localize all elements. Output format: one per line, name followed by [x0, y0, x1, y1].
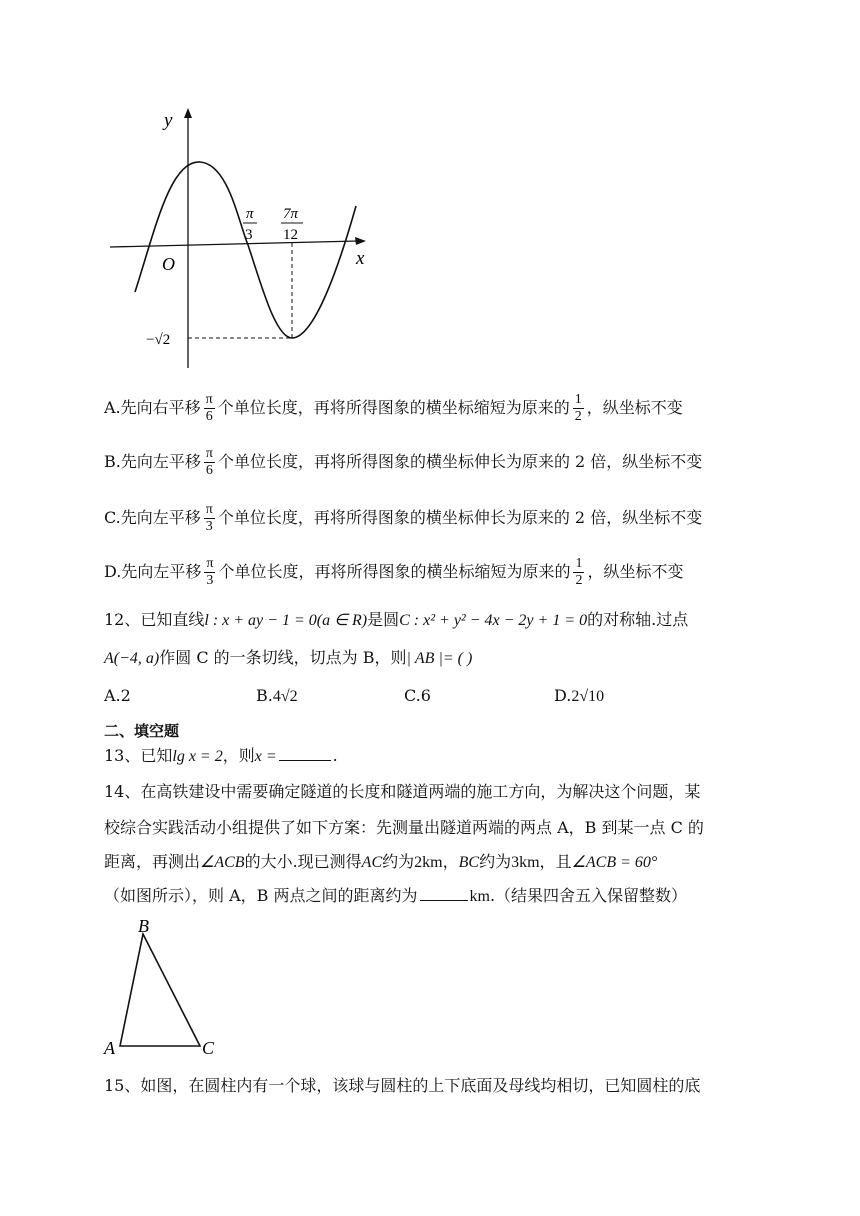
sine-curve — [135, 162, 356, 338]
x-axis-label: x — [356, 248, 365, 269]
option-d — [104, 556, 683, 589]
q13-prefix: 13、已知 — [104, 746, 173, 765]
tick2-denominator: 12 — [283, 227, 298, 243]
q12-number: 12、已知直线 — [104, 610, 205, 629]
x-axis-arrow — [355, 237, 366, 245]
q12-option-d-value: 2√10 — [571, 688, 605, 705]
q12-option-c: C.6 — [404, 686, 431, 705]
q12-text-c: 的对称轴.过点 — [587, 610, 689, 629]
q12-line-equation: l : x + ay − 1 = 0(a ∈ R) — [204, 612, 368, 629]
min-value-label: −√2 — [146, 332, 171, 348]
y-axis-label: y — [164, 110, 173, 131]
q13-mid: ，则 — [222, 746, 255, 765]
y-axis-arrow — [184, 108, 192, 118]
q14-angle-value: ∠ACB = 60° — [571, 854, 658, 871]
option-d-fraction2: $\frac{1}{2}$ — [575, 556, 583, 588]
q12-text-b: 是圆 — [367, 610, 400, 629]
q12-option-b: B.4√2 — [256, 686, 298, 705]
triangle-figure — [96, 912, 226, 1062]
q13-answer-blank[interactable] — [279, 746, 331, 761]
q12-point: A(−4, a) — [104, 650, 160, 667]
sine-graph — [100, 100, 390, 380]
q13-equation: lg x = 2 — [172, 748, 223, 765]
section-heading-fill-in: 二、填空题 — [104, 722, 180, 740]
tick1-denominator: 3 — [245, 227, 253, 243]
tick1-numerator: π — [246, 206, 254, 222]
q14-angle: ∠ACB — [200, 854, 245, 871]
q12-line2 — [104, 648, 472, 669]
triangle-abc — [120, 934, 200, 1046]
option-d-mid: 个单位长度，再将所得图象的横坐标缩短为原来的 — [218, 562, 571, 581]
option-a-fraction2: $\frac{1}{2}$ — [574, 392, 582, 424]
q13 — [104, 746, 338, 767]
vertex-c-label: C — [202, 1038, 215, 1058]
q12-abs: | AB |= ( ) — [406, 650, 473, 667]
option-a-fraction: $\frac{\pi}{6}$ — [205, 392, 213, 424]
option-c — [104, 502, 702, 535]
tick2-numerator: 7π — [283, 206, 299, 222]
option-b — [104, 446, 702, 479]
q12-option-b-value: 4√2 — [272, 688, 298, 705]
vertex-b-label: B — [138, 916, 149, 936]
q14-line1: 14、在高铁建设中需要确定隧道的长度和隧道两端的施工方向，为解决这个问题，某 — [104, 782, 701, 801]
q12-text: 作圆 C 的一条切线，切点为 B，则 — [159, 648, 407, 667]
vertex-a-label: A — [104, 1038, 115, 1058]
option-c-prefix: C.先向左平移 — [104, 508, 201, 527]
option-b-fraction: $\frac{\pi}{6}$ — [205, 446, 213, 478]
option-a — [104, 392, 683, 425]
option-a-prefix: A.先向右平移 — [104, 398, 201, 417]
q13-var: x = — [254, 748, 277, 765]
q12-circle-equation: C : x² + y² − 4x − 2y + 1 = 0 — [399, 612, 588, 629]
q13-end: . — [332, 746, 338, 765]
option-d-suffix: ，纵坐标不变 — [587, 562, 684, 581]
q14-line3: 距离，再测出∠ACB的大小.现已测得AC约为2km，BC约为3km，且∠ACB = 60° — [104, 852, 658, 871]
option-b-mid: 个单位长度，再将所得图象的横坐标伸长为原来的 2 倍，纵坐标不变 — [217, 452, 703, 471]
q12-option-a: A.2 — [104, 686, 131, 705]
q14-answer-blank[interactable] — [420, 886, 468, 901]
option-c-mid: 个单位长度，再将所得图象的横坐标伸长为原来的 2 倍，纵坐标不变 — [217, 508, 703, 527]
q14-line2: 校综合实践活动小组提供了如下方案：先测量出隧道两端的两点 A，B 到某一点 C 的 — [104, 818, 704, 837]
x-axis — [110, 241, 358, 247]
option-d-fraction: $\frac{\pi}{3}$ — [206, 556, 214, 588]
q15-line1: 15、如图，在圆柱内有一个球，该球与圆柱的上下底面及母线均相切，已知圆柱的底 — [104, 1076, 701, 1095]
q14-line4: （如图所示），则 A，B 两点之间的距离约为 km.（结果四舍五入保留整数） — [104, 886, 688, 905]
origin-label: O — [162, 254, 175, 274]
q12-line1 — [104, 610, 688, 631]
q12-option-d: D.2√10 — [554, 686, 605, 705]
option-c-fraction: $\frac{\pi}{3}$ — [205, 502, 213, 534]
option-b-prefix: B.先向左平移 — [104, 452, 201, 471]
option-a-mid: 个单位长度，再将所得图象的横坐标缩短为原来的 — [217, 398, 570, 417]
option-d-prefix: D.先向左平移 — [104, 562, 202, 581]
option-a-suffix: ，纵坐标不变 — [586, 398, 683, 417]
